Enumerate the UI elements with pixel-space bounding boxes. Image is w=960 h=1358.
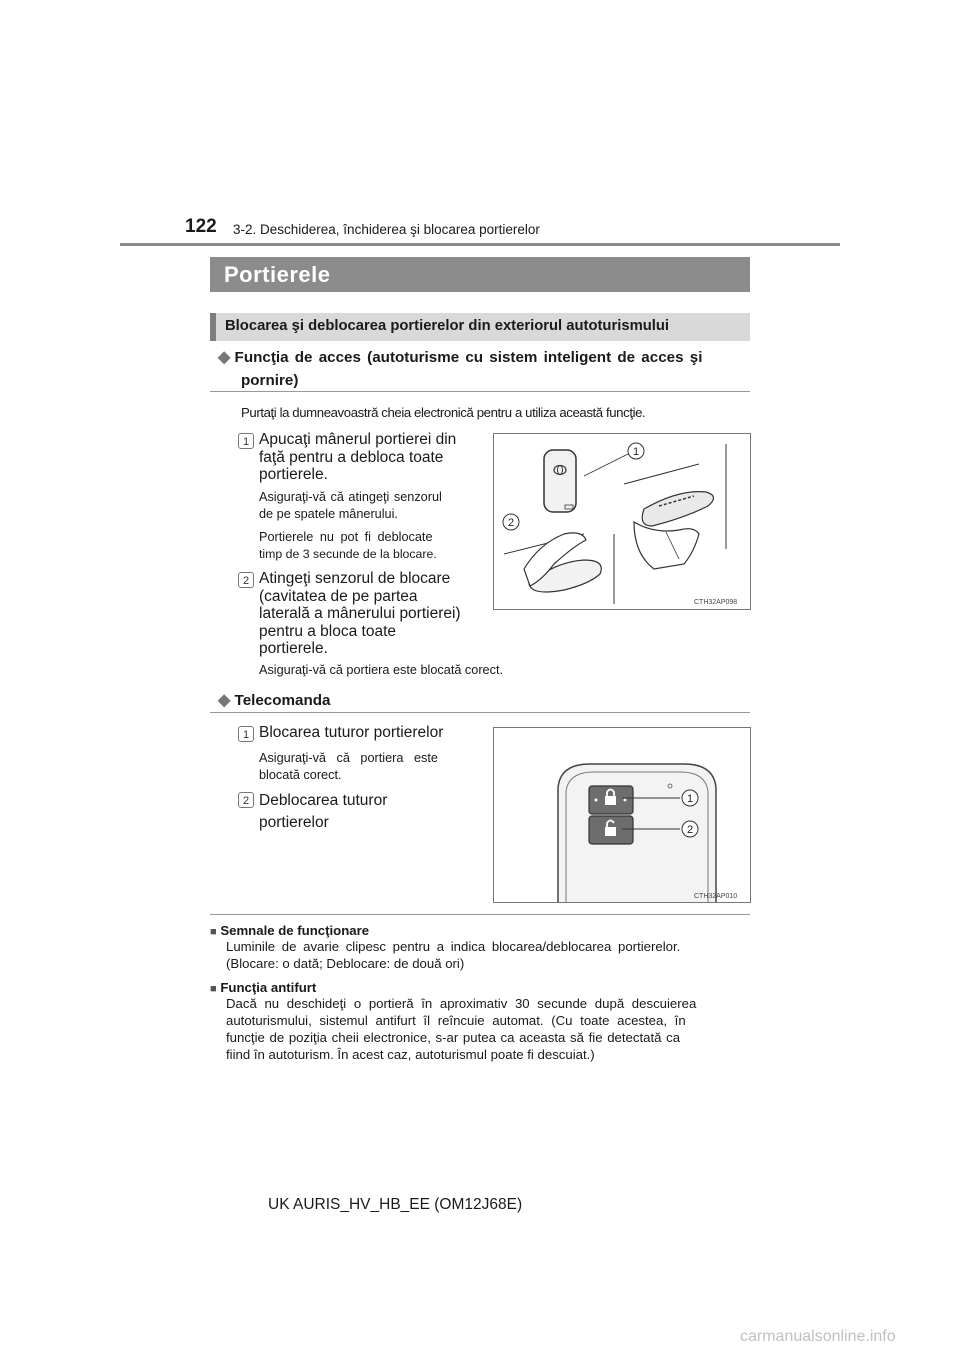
svg-text:2: 2: [686, 824, 694, 836]
page-number: 122: [185, 216, 217, 237]
svg-text:1: 1: [686, 793, 694, 805]
smart-entry-heading: ◆ Funcţia de acces (autoturisme cu sistem inteligent de acces şi pornire): [218, 349, 703, 389]
note-body-signals: Luminile de avarie clipesc pentru a indica blocarea/deblocarea portierelor. (Blocare: o dată; Deblocare: de două ori): [226, 939, 681, 971]
svg-text:1: 1: [632, 446, 640, 458]
remote-fob-figure: [493, 727, 751, 903]
running-title: 3-2. Deschiderea, închiderea şi blocarea portierelor: [233, 222, 540, 237]
note-title-signals: ■ Semnale de funcţionare: [210, 923, 370, 938]
step-number-2: 2: [238, 792, 254, 808]
step-2-note: Asiguraţi-vă că portiera este blocată corect.: [259, 663, 503, 677]
heading-rule: [210, 391, 750, 392]
step-number-1: 1: [238, 726, 254, 742]
step-1-text: Apucaţi mânerul portierei din faţă pentru a debloca toate portierele.: [259, 431, 457, 483]
svg-text:CTH32AP098: CTH32AP098: [694, 599, 738, 606]
svg-text:2: 2: [507, 517, 515, 529]
hand-grip-shape: [634, 522, 699, 569]
square-bullet-icon: ■: [210, 926, 217, 938]
door-handle-figure: [493, 433, 751, 610]
remote-fob-illustration: [494, 728, 750, 902]
step-number-2: 2: [238, 572, 254, 588]
section-title: Portierele: [224, 262, 331, 287]
square-bullet-icon: ■: [210, 983, 217, 995]
step-1-note-1: Asiguraţi-vă că atingeţi senzorul de pe spatele mânerului.: [259, 490, 442, 521]
remote-step-1-note: Asiguraţi-vă că portiera este blocată corect.: [259, 751, 438, 782]
remote-step-1-text: Blocarea tuturor portierelor: [259, 724, 444, 741]
key-fob-shape: [544, 450, 576, 512]
heading-rule: [210, 712, 750, 713]
remote-heading: ◆ Telecomanda: [218, 692, 331, 709]
notes-divider: [210, 914, 750, 915]
door-handle-illustration: [494, 434, 750, 609]
notes-section: [210, 923, 750, 1063]
model-code-footer: UK AURIS_HV_HB_EE (OM12J68E): [268, 1196, 523, 1213]
watermark: carmanualsonline.info: [740, 1328, 896, 1345]
step-2-text: Atingeţi senzorul de blocare (cavitatea de pe partea laterală a mânerului portierei) pentru a bloca toate portierele.: [259, 570, 461, 657]
diamond-bullet-icon: ◆: [218, 692, 231, 709]
header-divider: [120, 243, 840, 246]
subsection-title: Blocarea şi deblocarea portierelor din exteriorul autoturismului: [225, 318, 670, 334]
step-number-1: 1: [238, 433, 254, 449]
svg-text:CTH32AP010: CTH32AP010: [694, 893, 738, 900]
diamond-bullet-icon: ◆: [218, 349, 231, 366]
note-body-antitheft: Dacă nu deschideţi o portieră în aproximativ 30 secunde după descuierea autoturismului, sistemul antifurt îl reîncuie automat. (Cu toate acestea, în funcţie de poziţia cheii electronice, s-ar putea ca aceasta să fie detectată ca fiind în autoturism. În acest caz, autoturismul poate fi descuiat.): [226, 996, 697, 1062]
remote-step-2-text: Deblocarea tuturor portierelor: [259, 792, 388, 831]
step-1-note-2: Portierele nu pot fi deblocate timp de 3 secunde de la blocare.: [259, 530, 437, 561]
note-title-antitheft: ■ Funcţia antifurt: [210, 980, 317, 995]
smart-entry-intro: Purtaţi la dumneavoastră cheia electronică pentru a utiliza această funcţie.: [241, 405, 646, 420]
